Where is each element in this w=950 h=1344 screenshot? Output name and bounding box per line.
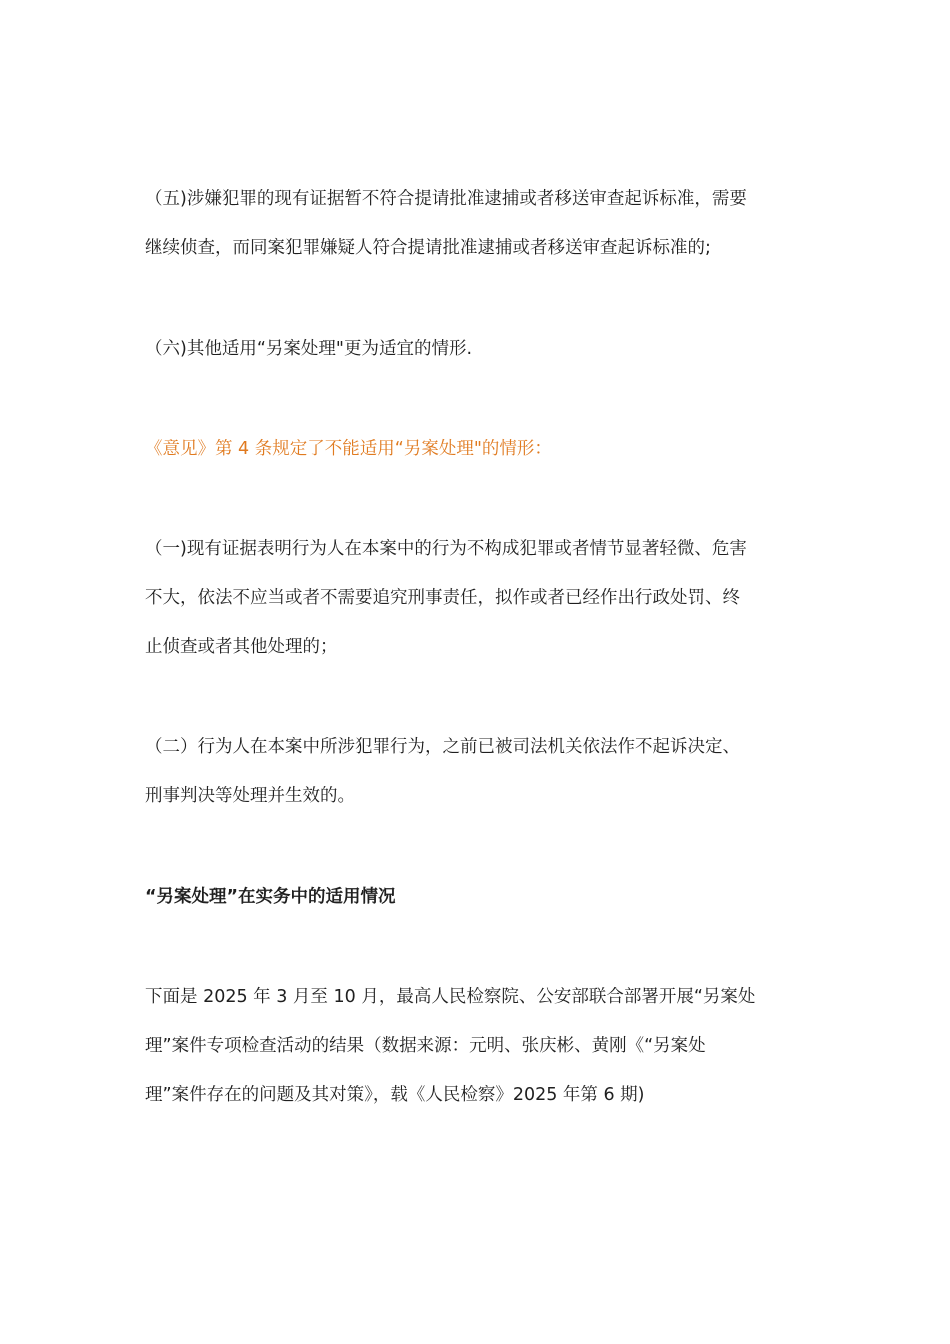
text-line: 下面是 2025 年 3 月至 10 月，最高人民检察院、公安部联合部署开展“另案处	[145, 987, 756, 1007]
paragraph-item-6	[145, 325, 810, 374]
text-line: 继续侦查，而同案犯罪嫌疑人符合提请批准逮捕或者移送审查起诉标准的;	[145, 238, 711, 258]
text-line: 止侦查或者其他处理的；	[145, 637, 338, 657]
paragraph-not-applicable-item-1	[145, 525, 810, 672]
text-line: （一)现有证据表明行为人在本案中的行为不构成犯罪或者情节显著轻微、危害	[145, 539, 747, 559]
text-line: 刑事判决等处理并生效的。	[145, 786, 355, 806]
paragraph-opinion-article-4	[145, 425, 810, 474]
text-line: （六)其他适用“另案处理"更为适宜的情形.	[145, 339, 473, 359]
text-line: （五)涉嫌犯罪的现有证据暂不符合提请批准逮捕或者移送审查起诉标准，需要	[145, 189, 747, 209]
text-line: 《意见》第 4 条规定了不能适用“另案处理"的情形：	[145, 439, 552, 459]
text-line: 理”案件专项检查活动的结果（数据来源：元明、张庆彬、黄刚《“另案处	[145, 1036, 706, 1056]
heading-text: “另案处理”在实务中的适用情况	[145, 887, 396, 907]
section-heading	[145, 873, 810, 922]
text-line: 不大，依法不应当或者不需要追究刑事责任，拟作或者已经作出行政处罚、终	[145, 588, 740, 608]
text-line: 理”案件存在的问题及其对策》，载《人民检察》2025 年第 6 期)	[145, 1085, 645, 1105]
text-line: （二）行为人在本案中所涉犯罪行为，之前已被司法机关依法作不起诉决定、	[145, 737, 740, 757]
paragraph-item-5	[145, 175, 810, 273]
paragraph-stats-intro	[145, 973, 810, 1120]
paragraph-not-applicable-item-2	[145, 723, 810, 821]
